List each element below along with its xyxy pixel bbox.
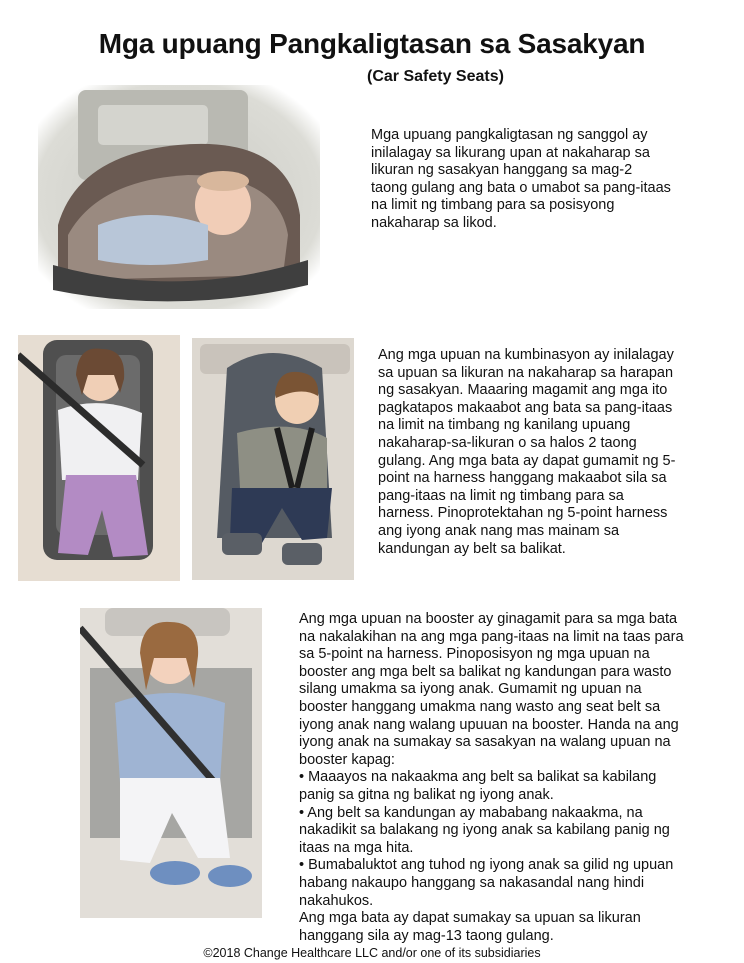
page-title: Mga upuang Pangkaligtasan sa Sasakyan (98, 28, 646, 59)
combination-seat-boy-illustration (192, 338, 354, 580)
page-subtitle: (Car Safety Seats) (367, 68, 504, 85)
infant-seat-description: Mga upuang pangkaligtasan ng sanggol ay inilalagay sa likurang upan at nakaharap sa likuran ng sasakyan hanggang sa mag-2 taong gulang ang bata o umabot sa pang-itaas na limit ng timbang para sa posisyong nakaharap sa likod. (371, 127, 671, 231)
booster-readiness-item: • Ang belt sa kandungan ay mababang nakaakma, na nakadikit sa balakang ng iyong anak sa kabilang panig ng itaas na mga hita. (299, 804, 670, 856)
booster-seat-description: Ang mga upuan na booster ay ginagamit para sa mga bata na nakalakihan na ang mga pang-itaas na limit na taas para sa 5-point na harness. Pinoposisyon ng mga upuan na booster ang mga belt sa balikat ng kandungan para wasto silang umakma sa iyong anak. Gumamit ng upuan na booster hanggang umakma nang wasto ang seat belt sa iyong anak nang walang upuuan na booster. Handa na ang iyong anak na sumakay sa sasakyan na walang upuan na booster kapag: • Maaayos na nakaakma ang belt sa balikat sa kabilang panig sa gitna ng balikat ng iyong anak. • Ang belt sa kandungan ay mababang nakaakma, na nakadikit sa balakang ng iyong anak sa kabilang panig ng itaas na mga hita. • Bumabaluktot ang tuhod ng iyong anak sa gilid ng upuan habang nakaupo hanggang sa nakasandal nang hindi nakahukos. Ang mga bata ay dapat sumakay sa upuan sa likuran hanggang sila ay mag-13 taong gulang. (299, 611, 684, 944)
booster-readiness-item: • Maaayos na nakaakma ang belt sa balikat sa kabilang panig sa gitna ng balikat ng iyong anak. (299, 769, 657, 803)
combination-seat-description: Ang mga upuan na kumbinasyon ay inilalagay sa upuan sa likuran na nakaharap sa harapan ng sasakyan. Maaaring magamit ang mga ito pagkatapos makaabot ang bata sa pang-itaas na limit na timbang ng kanilang upuang nakaharap-sa-likuran o sa halos 2 taong gulang. Ang mga bata ay dapat gumamit ng 5-point na harness hanggang makaabot sila sa pang-itaas na limit ng timbang para sa harness. Pinoprotektahan ng 5-point harness ang iyong anak nang mas mainam sa kandungan ay belt sa balikat. (378, 347, 676, 557)
booster-readiness-item: • Bumabaluktot ang tuhod ng iyong anak sa gilid ng upuan habang nakaupo hanggang sa nakasandal nang hindi nakahukos. (299, 857, 674, 909)
booster-seat-illustration (80, 608, 262, 918)
infant-seat-illustration (38, 85, 320, 309)
combination-seat-girl-illustration (18, 335, 180, 581)
copyright-footer: ©2018 Change Healthcare LLC and/or one of its subsidiaries (203, 946, 541, 960)
